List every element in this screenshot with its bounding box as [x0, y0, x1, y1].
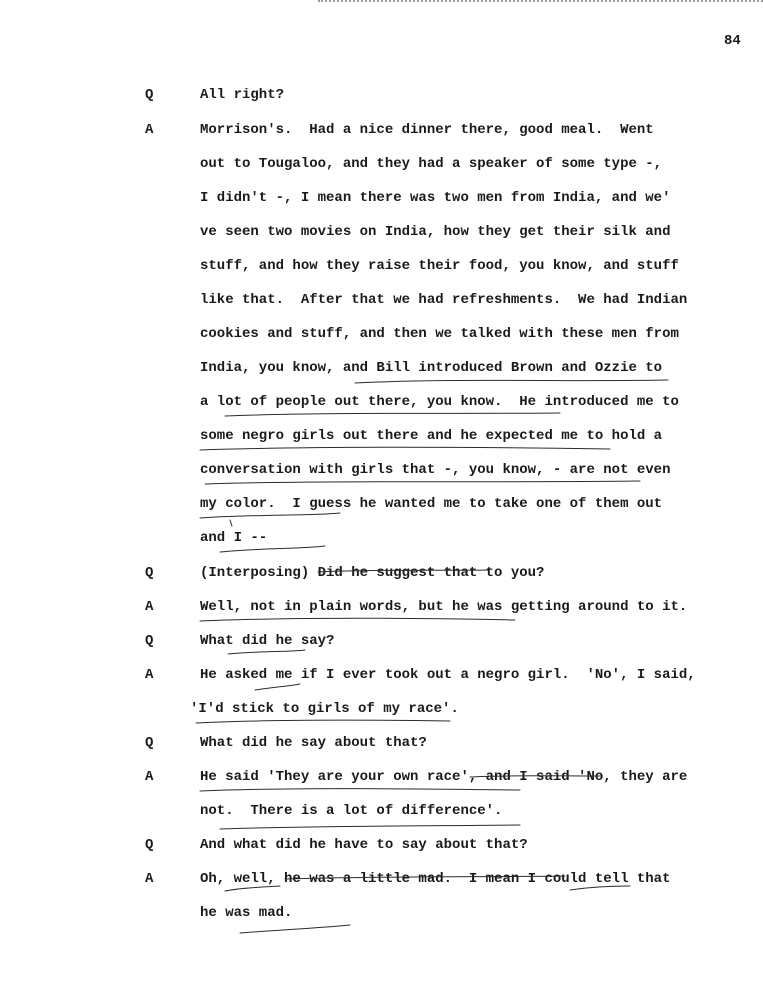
- text-line: India, you know, and Bill introduced Brown and Ozzie to: [200, 360, 663, 376]
- text-line: like that. After that we had refreshments. We had Indian: [200, 292, 688, 308]
- entry-text: [200, 624, 740, 658]
- text-line: (Interposing) Did he suggest that to you?: [200, 565, 545, 581]
- text-line: cookies and stuff, and then we talked with these men from: [200, 326, 679, 342]
- text-line: He said 'They are your own race', and I said 'No, they are: [200, 769, 688, 785]
- text-line: What did he say about that?: [200, 735, 427, 751]
- entry-text: [190, 658, 740, 726]
- text-line: some negro girls out there and he expected me to hold a: [200, 428, 663, 444]
- entry-text: [200, 78, 740, 112]
- text-line: my color. I guess he wanted me to take one of them out: [200, 496, 663, 512]
- text-line: Morrison's. Had a nice dinner there, good meal. Went: [200, 122, 654, 138]
- text-line: conversation with girls that -, you know, - are not even: [200, 462, 671, 478]
- text-line: And what did he have to say about that?: [200, 837, 528, 853]
- speaker-label: Q: [145, 633, 154, 649]
- text-line: All right?: [200, 87, 285, 103]
- text-line: out to Tougaloo, and they had a speaker of some type -,: [200, 156, 663, 172]
- entry-text: [200, 556, 740, 590]
- text-line: ve seen two movies on India, how they get their silk and: [200, 224, 671, 240]
- text-line: a lot of people out there, you know. He introduced me to: [200, 394, 679, 410]
- text-line: What did he say?: [200, 633, 335, 649]
- text-line: not. There is a lot of difference'.: [200, 803, 503, 819]
- page-top-border: [318, 0, 763, 2]
- speaker-label: A: [145, 769, 154, 785]
- entry-text: [200, 828, 740, 862]
- text-line: stuff, and how they raise their food, you know, and stuff: [200, 258, 679, 274]
- speaker-label: Q: [145, 837, 154, 853]
- text-line: Oh, well, he was a little mad. I mean I could tell that: [200, 871, 671, 887]
- text-line: and I --: [200, 530, 268, 546]
- entry-text: [200, 590, 740, 624]
- speaker-label: Q: [145, 87, 154, 103]
- entry-text: [200, 113, 740, 555]
- entry-text: [200, 726, 740, 760]
- speaker-label: Q: [145, 565, 154, 581]
- speaker-label: A: [145, 122, 154, 138]
- speaker-label: A: [145, 871, 154, 887]
- entry-text: [200, 760, 740, 828]
- text-line: he was mad.: [200, 905, 293, 921]
- speaker-label: A: [145, 667, 154, 683]
- page-number: 84: [724, 33, 741, 49]
- text-line: Well, not in plain words, but he was getting around to it.: [200, 599, 688, 615]
- entry-text: [200, 862, 740, 930]
- text-line: I didn't -, I mean there was two men from India, and we': [200, 190, 671, 206]
- text-line: He asked me if I ever took out a negro girl. 'No', I said,: [200, 667, 696, 683]
- speaker-label: Q: [145, 735, 154, 751]
- text-line: 'I'd stick to girls of my race'.: [190, 701, 459, 717]
- speaker-label: A: [145, 599, 154, 615]
